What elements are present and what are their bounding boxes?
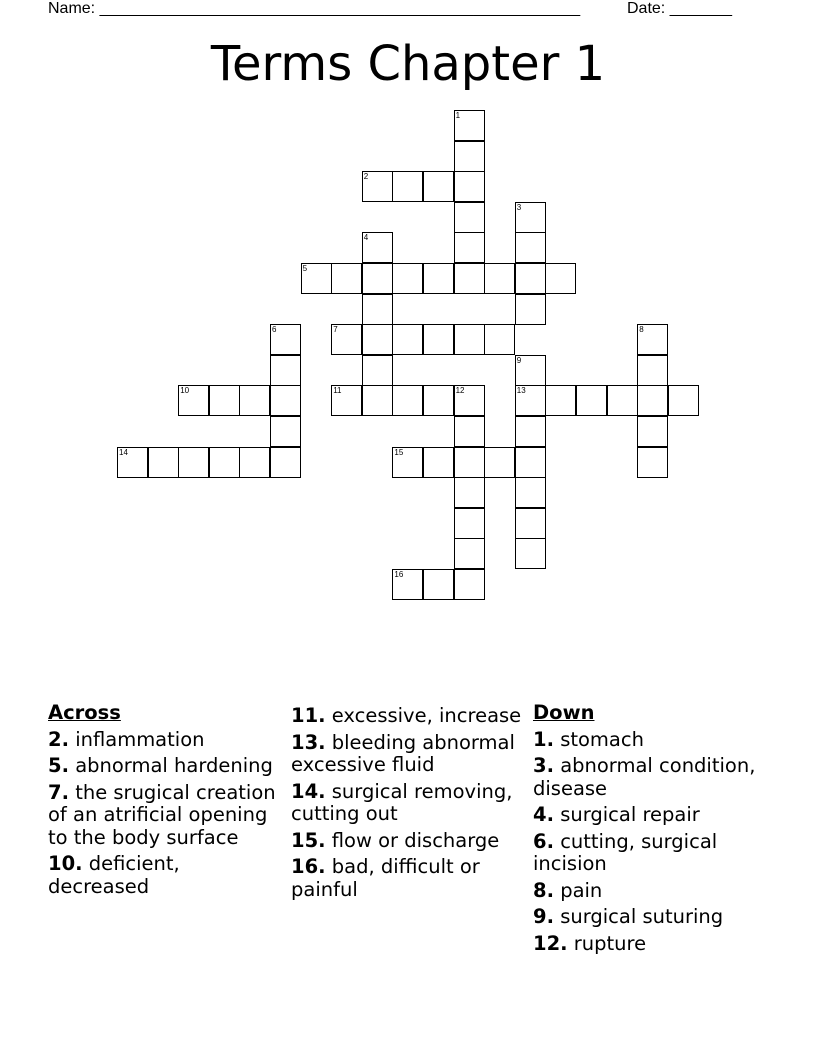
grid-cell[interactable] xyxy=(515,416,546,447)
grid-cell[interactable] xyxy=(515,202,546,233)
grid-cell[interactable] xyxy=(117,447,148,478)
across-column-2 xyxy=(291,705,523,905)
grid-cell[interactable] xyxy=(515,508,546,539)
date-label: Date: xyxy=(627,0,666,17)
grid-cell[interactable] xyxy=(423,447,454,478)
clue-down-3: 3. abnormal condition, disease xyxy=(533,754,756,800)
grid-cell[interactable] xyxy=(454,263,485,294)
cell-number: 7 xyxy=(333,325,338,335)
cell-number: 8 xyxy=(639,325,644,335)
grid-cell[interactable] xyxy=(148,447,179,478)
across-heading: Across xyxy=(48,701,121,724)
grid-cell[interactable] xyxy=(362,294,393,325)
cell-number: 4 xyxy=(363,233,369,243)
clue-across-15: 15. flow or discharge xyxy=(291,828,500,852)
grid-cell[interactable] xyxy=(576,385,607,416)
clue-across-10: 10. deficient, decreased xyxy=(48,852,180,898)
grid-cell[interactable] xyxy=(637,385,668,416)
grid-cell[interactable] xyxy=(331,324,362,355)
date-blank[interactable]: _______ xyxy=(669,0,732,17)
grid-cell[interactable] xyxy=(454,508,485,539)
cell-number: 16 xyxy=(394,570,404,579)
grid-cell[interactable] xyxy=(454,569,485,600)
grid-cell[interactable] xyxy=(637,416,668,447)
cell-number: 11 xyxy=(333,386,342,396)
clue-across-16: 16. bad, difficult or painful xyxy=(291,855,480,901)
grid-cell[interactable] xyxy=(454,324,485,355)
clue-across-13: 13. bleeding abnormal excessive fluid xyxy=(291,730,515,776)
page-title: Terms Chapter 1 xyxy=(210,36,606,92)
grid-cell[interactable] xyxy=(239,447,270,478)
grid-cell[interactable] xyxy=(454,171,485,202)
grid-cell[interactable] xyxy=(515,477,546,508)
grid-cell[interactable] xyxy=(545,385,576,416)
grid-cell[interactable] xyxy=(362,324,393,355)
name-blank[interactable]: ______________________________________________________ xyxy=(99,0,581,17)
grid-cell[interactable] xyxy=(515,294,546,325)
clue-down-8: 8. pain xyxy=(533,878,603,902)
grid-cell[interactable] xyxy=(270,447,301,478)
grid-cell[interactable] xyxy=(362,385,393,416)
grid-cell[interactable] xyxy=(178,447,209,478)
grid-cell[interactable] xyxy=(454,416,485,447)
clue-down-9: 9. surgical suturing xyxy=(533,905,724,928)
grid-cell[interactable] xyxy=(331,385,362,416)
grid-cell[interactable] xyxy=(392,324,423,355)
grid-cell[interactable] xyxy=(423,569,454,600)
grid-cell[interactable] xyxy=(545,263,576,294)
grid-cell[interactable] xyxy=(362,232,393,263)
grid-cell[interactable] xyxy=(454,538,485,569)
cell-number: 9 xyxy=(516,355,522,365)
across-column-1 xyxy=(48,702,280,902)
grid-cell[interactable] xyxy=(484,263,515,294)
grid-cell[interactable] xyxy=(637,324,668,355)
grid-cell[interactable] xyxy=(209,385,240,416)
grid-cell[interactable] xyxy=(392,385,423,416)
grid-cell[interactable] xyxy=(515,232,546,263)
grid-cell[interactable] xyxy=(270,324,301,355)
grid-cell[interactable] xyxy=(454,232,485,263)
grid-cell[interactable] xyxy=(423,385,454,416)
clue-down-12: 12. rupture xyxy=(533,931,647,955)
grid-cell[interactable] xyxy=(423,263,454,294)
grid-cell[interactable] xyxy=(484,447,515,478)
cell-number: 14 xyxy=(119,447,128,457)
down-heading: Down xyxy=(533,701,595,724)
grid-cell[interactable] xyxy=(392,447,423,478)
grid-cell[interactable] xyxy=(362,355,393,386)
name-label: Name: xyxy=(48,0,96,17)
grid-cell[interactable] xyxy=(209,447,240,478)
cell-number: 10 xyxy=(180,386,190,396)
grid-cell[interactable] xyxy=(607,385,638,416)
clue-down-6: 6. cutting, surgical incision xyxy=(533,829,718,875)
cell-number: 6 xyxy=(272,325,277,335)
grid-cell[interactable] xyxy=(454,447,485,478)
grid-cell[interactable] xyxy=(515,263,546,294)
grid-cell[interactable] xyxy=(178,385,209,416)
grid-cell[interactable] xyxy=(423,324,454,355)
grid-cell[interactable] xyxy=(454,477,485,508)
clue-across-7: 7. the srugical creation of an atrificial opening to the body surface xyxy=(48,780,276,849)
clue-across-5: 5. abnormal hardening xyxy=(48,754,273,777)
grid-cell[interactable] xyxy=(637,447,668,478)
grid-cell[interactable] xyxy=(515,447,546,478)
grid-cell[interactable] xyxy=(392,569,423,600)
clue-across-14: 14. surgical removing, cutting out xyxy=(291,779,513,825)
grid-cell[interactable] xyxy=(454,385,485,416)
grid-cell[interactable] xyxy=(423,171,454,202)
grid-cell[interactable] xyxy=(637,355,668,386)
cell-number: 15 xyxy=(394,447,404,457)
grid-cell[interactable] xyxy=(454,110,485,141)
grid-cell[interactable] xyxy=(515,538,546,569)
grid-cell[interactable] xyxy=(484,324,515,355)
grid-cell[interactable] xyxy=(362,263,393,294)
clue-down-4: 4. surgical repair xyxy=(533,803,700,826)
grid-cell[interactable] xyxy=(515,355,546,386)
grid-cell[interactable] xyxy=(362,171,393,202)
grid-cell[interactable] xyxy=(270,385,301,416)
grid-cell[interactable] xyxy=(668,385,699,416)
grid-cell[interactable] xyxy=(515,385,546,416)
clue-down-1: 1. stomach xyxy=(533,727,644,751)
grid-cell[interactable] xyxy=(331,263,362,294)
down-column xyxy=(533,702,765,959)
clue-across-2: 2. inflammation xyxy=(48,727,205,751)
cell-number: 1 xyxy=(455,111,461,120)
grid-cell[interactable] xyxy=(270,416,301,447)
cell-number: 5 xyxy=(302,264,308,273)
grid-cell[interactable] xyxy=(454,141,485,172)
grid-cell[interactable] xyxy=(270,355,301,386)
cell-number: 3 xyxy=(516,202,522,212)
grid-cell[interactable] xyxy=(301,263,332,294)
cell-number: 2 xyxy=(363,172,369,182)
grid-cell[interactable] xyxy=(454,202,485,233)
cell-number: 12 xyxy=(455,386,465,396)
cell-number: 13 xyxy=(516,386,526,396)
clue-across-11: 11. excessive, increase xyxy=(291,704,522,727)
grid-cell[interactable] xyxy=(239,385,270,416)
grid-cell[interactable] xyxy=(392,263,423,294)
grid-cell[interactable] xyxy=(392,171,423,202)
